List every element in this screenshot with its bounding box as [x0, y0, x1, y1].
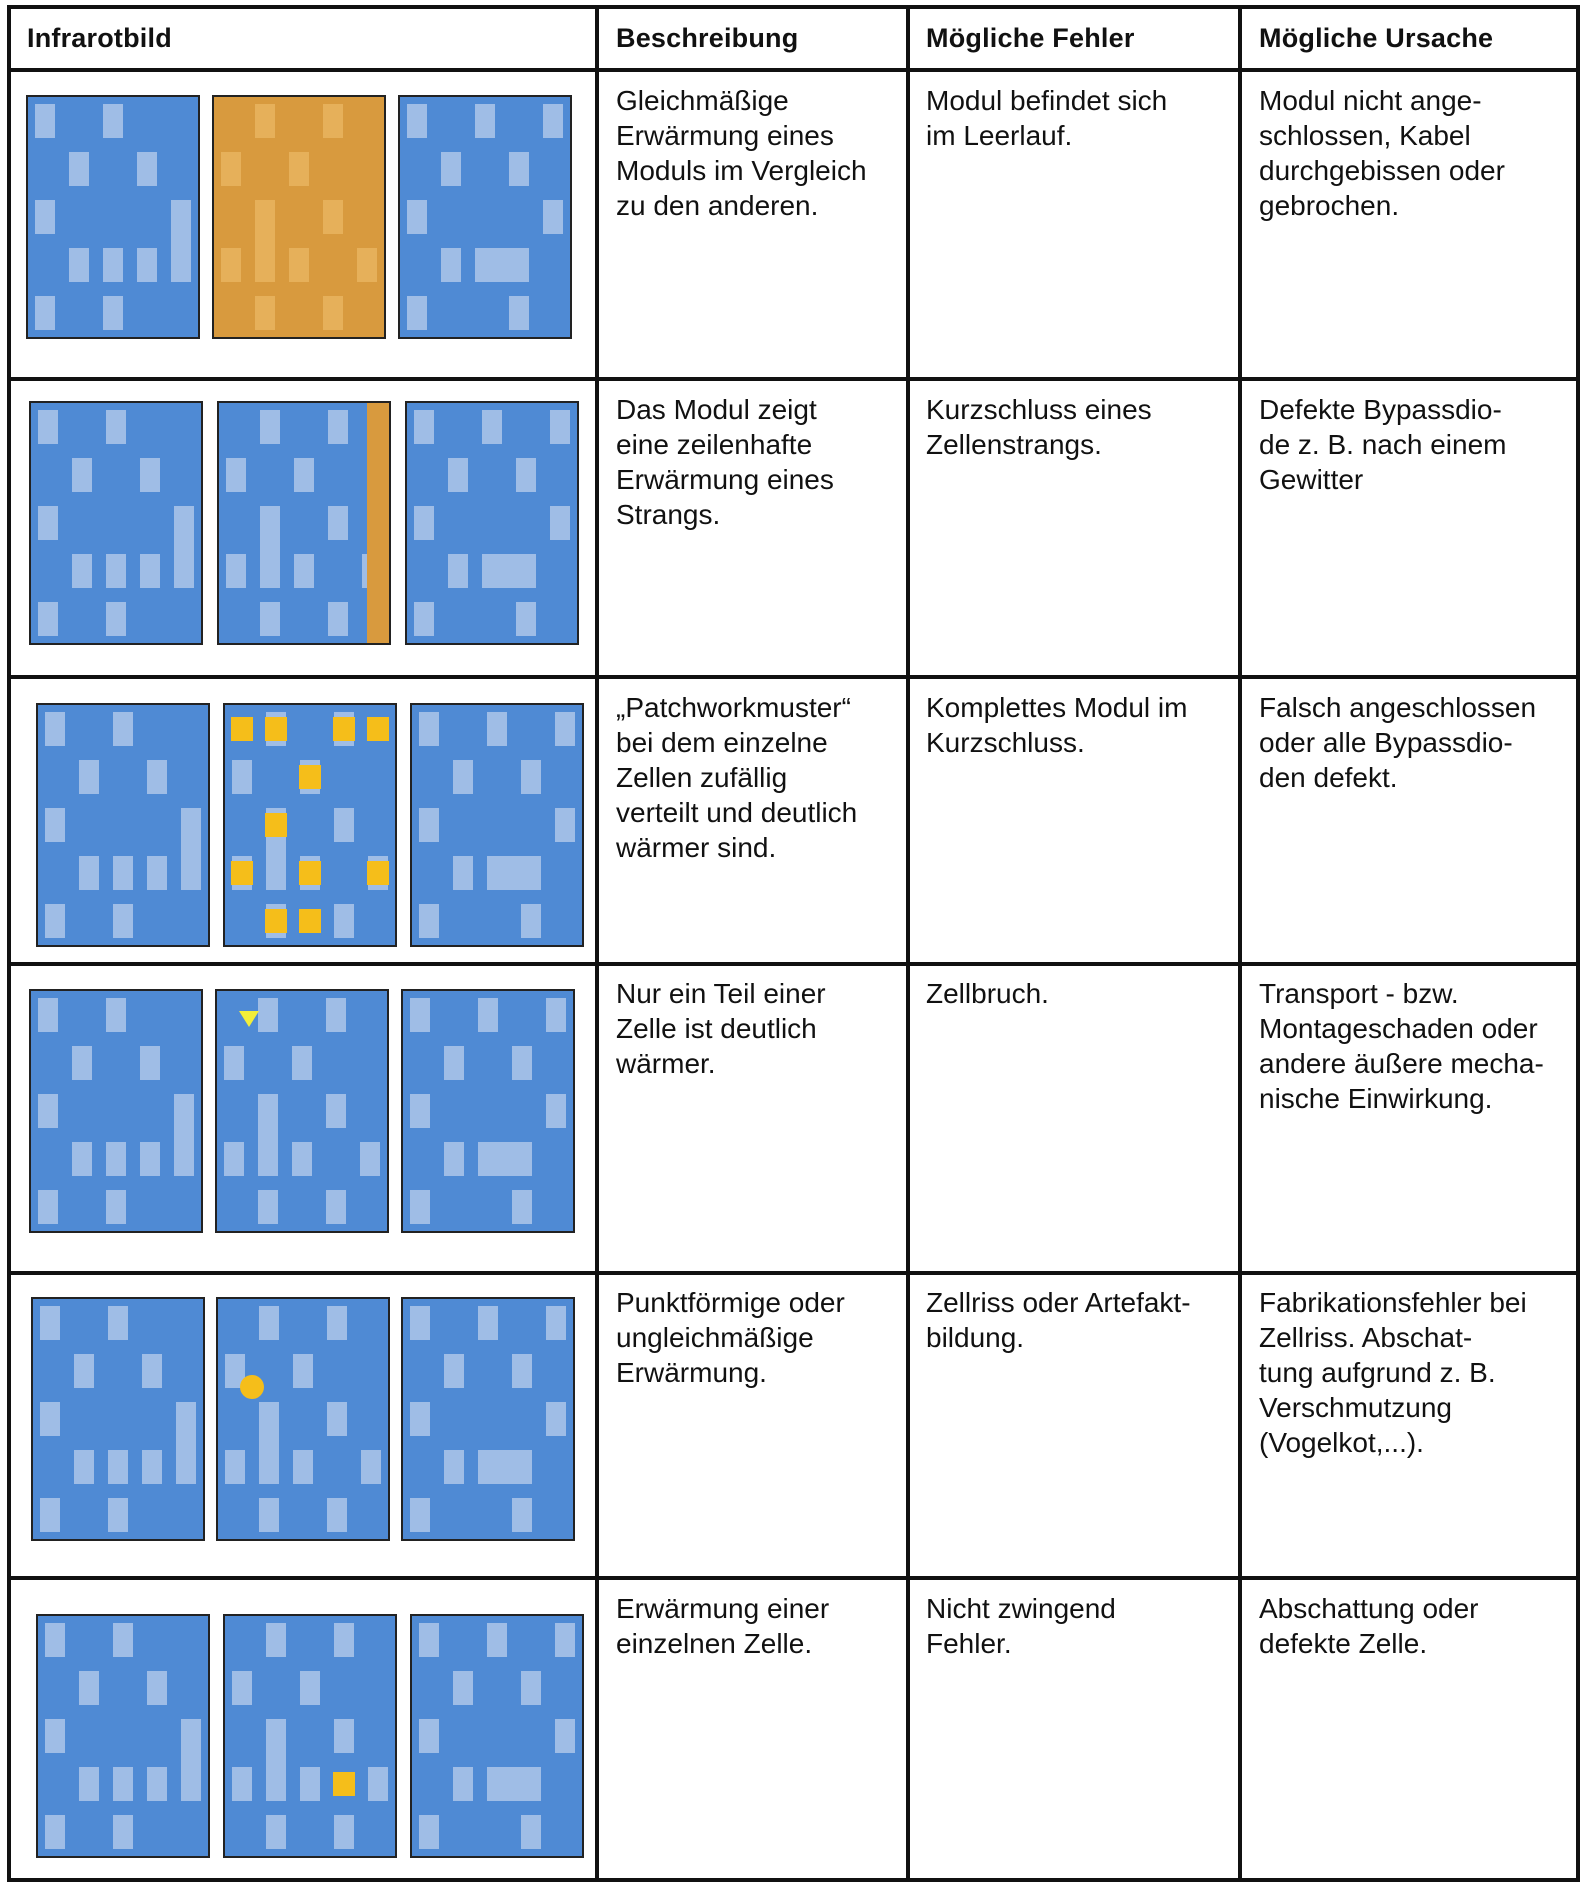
module-background [225, 1616, 395, 1856]
solar-cell [106, 410, 126, 444]
solar-cell [516, 458, 536, 492]
solar-cell [258, 998, 278, 1032]
ir-module-graphic [400, 97, 570, 337]
solar-cell [323, 200, 343, 234]
solar-cell [137, 152, 157, 186]
solar-cell [79, 856, 99, 890]
ir-module-graphic [219, 403, 389, 643]
solar-cell [292, 1046, 312, 1080]
hot-cell [299, 861, 321, 885]
solar-cell [444, 1142, 464, 1176]
hot-cell [299, 765, 321, 789]
solar-cell [555, 808, 575, 842]
solar-cell [419, 808, 439, 842]
ir-module-image [223, 1614, 397, 1858]
solar-cell [543, 104, 563, 138]
row-2-cause: Defekte Bypassdio- de z. B. nach einem Gewitter [1259, 394, 1507, 495]
solar-cell [368, 1767, 388, 1801]
solar-cell [326, 1094, 346, 1128]
solar-cell [546, 1402, 566, 1436]
solar-cell [266, 1815, 286, 1849]
solar-cell [326, 1190, 346, 1224]
solar-cell [323, 104, 343, 138]
solar-cell [260, 602, 280, 636]
solar-cell [147, 1767, 167, 1801]
solar-cell [113, 1815, 133, 1849]
solar-cell [113, 1623, 133, 1657]
header-infrared-image: Infrarotbild [27, 23, 172, 53]
solar-cell [45, 1815, 65, 1849]
solar-cell [478, 998, 498, 1032]
solar-cell [453, 1671, 473, 1705]
ir-module-image [26, 95, 200, 339]
solar-cell [512, 1046, 532, 1080]
row-6-cause: Abschattung oder defekte Zelle. [1259, 1593, 1479, 1659]
row-6-fault: Nicht zwingend Fehler. [926, 1593, 1116, 1659]
solar-cell [407, 296, 427, 330]
solar-cell [40, 1306, 60, 1340]
solar-cell [74, 1354, 94, 1388]
solar-cell [232, 1671, 252, 1705]
solar-cell [35, 296, 55, 330]
solar-cell [521, 1815, 541, 1849]
row-divider [11, 377, 1576, 381]
solar-cell [174, 506, 194, 588]
row-divider [11, 1576, 1576, 1580]
solar-cell [478, 1450, 532, 1484]
solar-cell [444, 1450, 464, 1484]
solar-cell [113, 712, 133, 746]
solar-cell [113, 904, 133, 938]
hot-cell [265, 813, 287, 837]
solar-cell [546, 998, 566, 1032]
solar-cell [410, 1402, 430, 1436]
solar-cell [293, 1450, 313, 1484]
solar-cell [142, 1354, 162, 1388]
solar-cell [453, 1767, 473, 1801]
solar-cell [414, 410, 434, 444]
solar-cell [140, 554, 160, 588]
solar-cell [419, 1623, 439, 1657]
solar-cell [259, 1306, 279, 1340]
solar-cell [328, 506, 348, 540]
solar-cell [419, 1815, 439, 1849]
solar-cell [293, 1354, 313, 1388]
ir-module-graphic [412, 705, 582, 945]
row-divider [11, 962, 1576, 966]
row-3-fault: Komplettes Modul im Kurzschluss. [926, 692, 1188, 758]
solar-cell [475, 248, 529, 282]
solar-cell [108, 1306, 128, 1340]
solar-cell [108, 1498, 128, 1532]
solar-cell [512, 1190, 532, 1224]
solar-cell [45, 808, 65, 842]
solar-cell [259, 1498, 279, 1532]
solar-cell [72, 1046, 92, 1080]
row-5-fault: Zellriss oder Artefakt- bildung. [926, 1287, 1191, 1353]
solar-cell [221, 152, 241, 186]
solar-cell [226, 458, 246, 492]
solar-cell [334, 1623, 354, 1657]
ir-module-graphic [225, 1616, 395, 1856]
solar-cell [35, 200, 55, 234]
solar-cell [410, 1498, 430, 1532]
solar-cell [292, 1142, 312, 1176]
solar-cell [555, 1719, 575, 1753]
ir-module-graphic [225, 705, 395, 945]
solar-cell [487, 712, 507, 746]
ir-module-graphic [403, 991, 573, 1231]
header-description: Beschreibung [616, 23, 799, 53]
solar-cell [327, 1402, 347, 1436]
hot-cell [367, 861, 389, 885]
solar-cell [147, 1671, 167, 1705]
solar-cell [414, 506, 434, 540]
row-divider [11, 68, 1576, 72]
ir-module-image [36, 1614, 210, 1858]
solar-cell [294, 554, 314, 588]
ir-module-graphic [214, 97, 384, 337]
solar-cell [226, 554, 246, 588]
solar-cell [478, 1306, 498, 1340]
solar-cell [419, 904, 439, 938]
hot-cell [299, 909, 321, 933]
heated-string-stripe [367, 403, 389, 643]
solar-cell [113, 856, 133, 890]
solar-cell [260, 506, 280, 588]
solar-cell [509, 296, 529, 330]
solar-cell [453, 760, 473, 794]
ir-module-image [223, 703, 397, 947]
solar-cell [45, 1719, 65, 1753]
solar-cell [181, 808, 201, 890]
solar-cell [232, 760, 252, 794]
module-background [214, 97, 384, 337]
ir-module-graphic [412, 1616, 582, 1856]
ir-module-graphic [218, 1299, 388, 1539]
ir-module-image [29, 401, 203, 645]
ir-module-image [212, 95, 386, 339]
solar-cell [334, 1719, 354, 1753]
ir-module-image [31, 1297, 205, 1541]
solar-cell [521, 904, 541, 938]
solar-cell [328, 602, 348, 636]
ir-module-graphic [403, 1299, 573, 1539]
header-possible-cause: Mögliche Ursache [1259, 23, 1494, 53]
solar-cell [334, 904, 354, 938]
solar-cell [260, 410, 280, 444]
solar-cell [448, 554, 468, 588]
solar-cell [410, 1094, 430, 1128]
solar-cell [72, 1142, 92, 1176]
solar-cell [407, 200, 427, 234]
row-3-description: „Patchworkmuster“ bei dem einzelne Zellen zufällig verteilt und deutlich wärmer sind. [616, 692, 858, 863]
solar-cell [521, 760, 541, 794]
ir-module-graphic [38, 705, 208, 945]
column-divider [595, 9, 599, 1878]
solar-cell [142, 1450, 162, 1484]
row-4-cause: Transport - bzw. Montageschaden oder andere äußere mecha- nische Einwirkung. [1259, 978, 1544, 1114]
ir-module-graphic [31, 403, 201, 643]
solar-cell [113, 1767, 133, 1801]
row-5-description: Punktförmige oder ungleichmäßige Erwärmung. [616, 1287, 845, 1388]
solar-cell [516, 602, 536, 636]
module-background [218, 1299, 388, 1539]
solar-cell [255, 296, 275, 330]
solar-cell [137, 248, 157, 282]
hot-single-cell [333, 1772, 355, 1796]
solar-cell [266, 1623, 286, 1657]
solar-cell [327, 1498, 347, 1532]
solar-cell [410, 1306, 430, 1340]
solar-cell [140, 1046, 160, 1080]
solar-cell [35, 104, 55, 138]
ir-module-graphic [38, 1616, 208, 1856]
row-divider [11, 1271, 1576, 1275]
solar-cell [555, 1623, 575, 1657]
solar-cell [328, 410, 348, 444]
solar-cell [74, 1450, 94, 1484]
hot-cell [265, 909, 287, 933]
solar-cell [300, 1767, 320, 1801]
solar-cell [357, 248, 377, 282]
ir-module-graphic [33, 1299, 203, 1539]
ir-module-image [405, 401, 579, 645]
solar-cell [72, 554, 92, 588]
row-4-fault: Zellbruch. [926, 978, 1049, 1009]
solar-cell [361, 1450, 381, 1484]
ir-module-image [216, 1297, 390, 1541]
solar-cell [419, 1719, 439, 1753]
row-1-cause: Modul nicht ange- schlossen, Kabel durchgebissen oder gebrochen. [1259, 85, 1505, 221]
solar-cell [546, 1094, 566, 1128]
solar-cell [147, 760, 167, 794]
ir-module-graphic [31, 991, 201, 1231]
solar-cell [266, 1719, 286, 1801]
solar-cell [487, 1623, 507, 1657]
solar-cell [512, 1354, 532, 1388]
ir-module-image [217, 401, 391, 645]
solar-cell [255, 200, 275, 282]
solar-cell [441, 152, 461, 186]
solar-cell [326, 998, 346, 1032]
solar-cell [407, 104, 427, 138]
solar-cell [550, 506, 570, 540]
solar-cell [478, 1142, 532, 1176]
solar-cell [140, 458, 160, 492]
solar-cell [40, 1402, 60, 1436]
solar-cell [38, 410, 58, 444]
solar-cell [334, 808, 354, 842]
solar-cell [106, 1190, 126, 1224]
solar-cell [171, 200, 191, 282]
solar-cell [482, 410, 502, 444]
column-divider [906, 9, 910, 1878]
hot-cell [265, 717, 287, 741]
solar-cell [225, 1450, 245, 1484]
solar-cell [509, 152, 529, 186]
row-3-cause: Falsch angeschlossen oder alle Bypassdio- den defekt. [1259, 692, 1537, 793]
solar-cell [482, 554, 536, 588]
ir-module-graphic [217, 991, 387, 1231]
solar-cell [441, 248, 461, 282]
solar-cell [140, 1142, 160, 1176]
solar-cell [255, 104, 275, 138]
solar-cell [448, 458, 468, 492]
row-divider [11, 675, 1576, 679]
solar-cell [103, 296, 123, 330]
solar-cell [176, 1402, 196, 1484]
ir-module-image [401, 989, 575, 1233]
ir-module-graphic [407, 403, 577, 643]
solar-cell [103, 104, 123, 138]
solar-cell [38, 1094, 58, 1128]
solar-cell [487, 856, 541, 890]
solar-cell [45, 904, 65, 938]
solar-cell [181, 1719, 201, 1801]
row-1-fault: Modul befindet sich im Leerlauf. [926, 85, 1168, 151]
solar-cell [79, 1767, 99, 1801]
ir-module-graphic [28, 97, 198, 337]
solar-cell [360, 1142, 380, 1176]
solar-cell [106, 602, 126, 636]
row-2-fault: Kurzschluss eines Zellenstrangs. [926, 394, 1152, 460]
hot-cell [367, 717, 389, 741]
solar-cell [453, 856, 473, 890]
solar-cell [259, 1402, 279, 1484]
solar-cell [410, 998, 430, 1032]
solar-cell [487, 1767, 541, 1801]
solar-cell [45, 1623, 65, 1657]
solar-cell [40, 1498, 60, 1532]
solar-cell [414, 602, 434, 636]
ir-module-image [29, 989, 203, 1233]
solar-cell [323, 296, 343, 330]
ir-module-image [36, 703, 210, 947]
solar-cell [521, 1671, 541, 1705]
solar-cell [419, 712, 439, 746]
solar-cell [512, 1498, 532, 1532]
ir-module-image [398, 95, 572, 339]
solar-cell [550, 410, 570, 444]
solar-cell [38, 506, 58, 540]
solar-cell [289, 248, 309, 282]
hot-cell [231, 717, 253, 741]
solar-cell [79, 1671, 99, 1705]
solar-cell [294, 458, 314, 492]
solar-cell [174, 1094, 194, 1176]
header-possible-fault: Mögliche Fehler [926, 23, 1135, 53]
solar-cell [232, 1767, 252, 1801]
solar-cell [38, 602, 58, 636]
solar-cell [79, 760, 99, 794]
solar-cell [224, 1046, 244, 1080]
row-1-description: Gleichmäßige Erwärmung eines Moduls im Vergleich zu den anderen. [616, 85, 867, 221]
solar-cell [327, 1306, 347, 1340]
solar-cell [410, 1190, 430, 1224]
solar-cell [38, 1190, 58, 1224]
ir-module-image [410, 1614, 584, 1858]
solar-cell [444, 1354, 464, 1388]
solar-cell [300, 1671, 320, 1705]
row-2-description: Das Modul zeigt eine zeilenhafte Erwärmung eines Strangs. [616, 394, 834, 530]
solar-cell [444, 1046, 464, 1080]
solar-cell [555, 712, 575, 746]
row-4-description: Nur ein Teil einer Zelle ist deutlich wärmer. [616, 978, 826, 1079]
solar-cell [289, 152, 309, 186]
ir-module-image [215, 989, 389, 1233]
solar-cell [546, 1306, 566, 1340]
module-background [217, 991, 387, 1231]
solar-cell [69, 248, 89, 282]
solar-cell [258, 1094, 278, 1176]
row-5-cause: Fabrikationsfehler bei Zellriss. Abschat- tung aufgrund z. B. Verschmutzung (Vogelkot,...). [1259, 1287, 1527, 1458]
solar-cell [543, 200, 563, 234]
solar-cell [72, 458, 92, 492]
solar-cell [69, 152, 89, 186]
ir-module-image [401, 1297, 575, 1541]
solar-cell [45, 712, 65, 746]
infrared-fault-table [7, 5, 1580, 1882]
solar-cell [475, 104, 495, 138]
row-6-description: Erwärmung einer einzelnen Zelle. [616, 1593, 830, 1659]
ir-module-image [410, 703, 584, 947]
solar-cell [221, 248, 241, 282]
solar-cell [106, 998, 126, 1032]
solar-cell [108, 1450, 128, 1484]
solar-cell [147, 856, 167, 890]
solar-cell [224, 1142, 244, 1176]
solar-cell [103, 248, 123, 282]
solar-cell [334, 1815, 354, 1849]
hot-spot-dot [240, 1375, 264, 1399]
solar-cell [38, 998, 58, 1032]
hot-cell [333, 717, 355, 741]
solar-cell [106, 554, 126, 588]
hot-cell [231, 861, 253, 885]
module-background [219, 403, 389, 643]
column-divider [1238, 9, 1242, 1878]
solar-cell [258, 1190, 278, 1224]
solar-cell [106, 1142, 126, 1176]
